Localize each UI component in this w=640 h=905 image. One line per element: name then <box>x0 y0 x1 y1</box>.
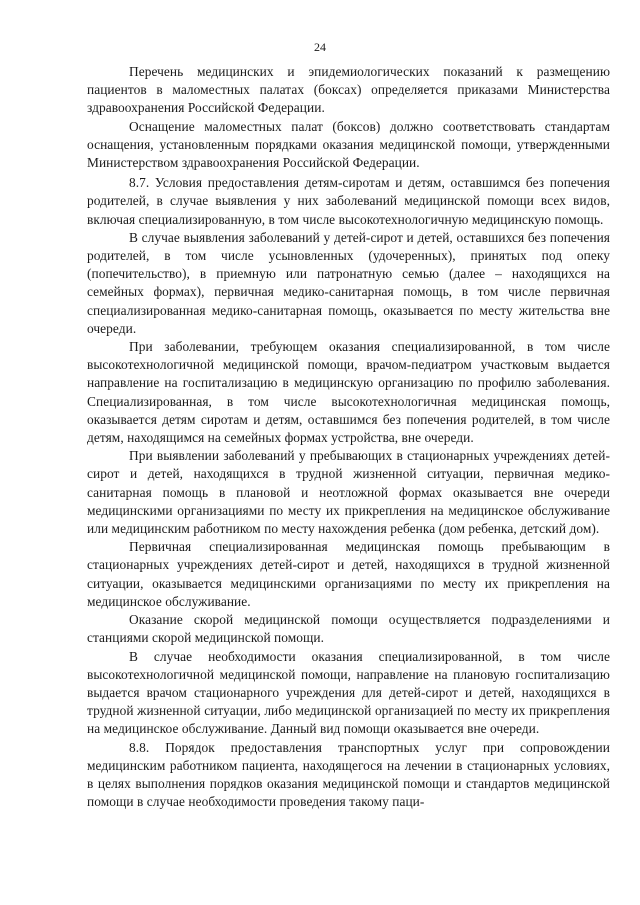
document-body <box>87 63 610 811</box>
paragraph-primary-specialized: Первичная специализированная медицинская помощь пребывающим в стационарных учреждениях детей-сирот и детей, находящихся в трудной жизненной ситуации, оказывается медицинскими организациями по месту их прикрепления на медицинское обслуживание. <box>87 539 610 609</box>
page-number: 24 <box>314 40 326 54</box>
paragraph-emergency-care: Оказание скорой медицинской помощи осуществляется подразделениями и станциями скорой медицинской помощи. <box>87 612 610 646</box>
paragraph-section-8-7: 8.7. Условия предоставления детям-сиротам и детям, оставшимся без попечения родителей, в случае выявления у них заболеваний медицинской помощи всех видов, включая специализированную, в том числе высокотехнологичную медицинскую помощь. <box>87 175 610 227</box>
paragraph-ward-equipment: Оснащение маломестных палат (боксов) должно соответствовать стандартам оснащения, установленным порядками оказания медицинской помощи, утвержденными Министерством здравоохранения Российской Федерации. <box>87 118 610 171</box>
paragraph-placement-indications: Перечень медицинских и эпидемиологических показаний к размещению пациентов в маломестных палатах (боксах) определяется приказами Министерства здравоохранения Российской Федерации. <box>87 64 610 116</box>
paragraph-hospitalization-referral: В случае необходимости оказания специализированной, в том числе высокотехнологичной медицинской помощи, направление на плановую госпитализацию выдается врачом стационарного учреждения для детей-сирот и детей, находящихся в трудной жизненной ситуации, либо медицинской организацией по месту их прикрепления на медицинское обслуживание. Данный вид помощи оказывается вне очереди. <box>87 648 610 737</box>
paragraph-institution-children: При выявлении заболеваний у пребывающих в стационарных учреждениях детей-сирот и детей, находящихся в трудной жизненной ситуации, первичная медико-санитарная помощь в плановой и неотложной формах оказывается вне очереди медицинскими организациями по месту их прикрепления на медицинское обслуживание или медицинским работником по месту нахождения ребенка (дом ребенка, детский дом). <box>87 448 610 537</box>
paragraph-specialized-care: При заболевании, требующем оказания специализированной, в том числе высокотехнологичной медицинской помощи, врачом-педиатром участковым выдается направление на госпитализацию в медицинскую организацию по профилю заболевания. Специализированная, в том числе высокотехнологичная медицинская помощь, оказывается детям сиротам и детям, оставшимся без попечения родителей, в том числе детям, находящимся на семейных формах устройства, вне очереди. <box>87 339 610 446</box>
paragraph-orphan-primary-care: В случае выявления заболеваний у детей-сирот и детей, оставшихся без попечения родителей, в том числе усыновленных (удочеренных), принятых под опеку (попечительство), в приемную или патронатную семью (далее – находящихся на семейных формах), первичная медико-санитарная помощь, в том числе первичная специализированная медико-санитарная помощь, оказывается по месту жительства вне очереди. <box>87 229 610 336</box>
paragraph-section-8-8: 8.8. Порядок предоставления транспортных услуг при сопровождении медицинским работником пациента, находящегося на лечении в стационарных условиях, в целях выполнения порядков оказания медицинской помощи и стандартов медицинской помощи в случае необходимости проведения такому паци- <box>87 739 610 810</box>
